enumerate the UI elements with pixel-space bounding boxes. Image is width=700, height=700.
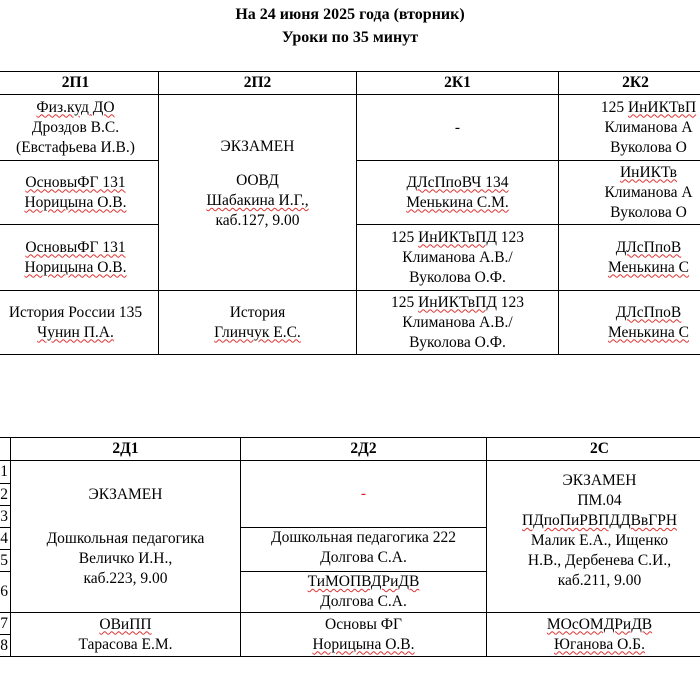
lesson-cell — [357, 161, 559, 225]
teacher: Менькина С.М. — [406, 193, 509, 211]
no-lesson: - — [454, 118, 461, 136]
lesson-cell — [559, 291, 700, 355]
table-row — [0, 95, 700, 161]
lesson-cell — [559, 161, 700, 225]
group-header-2k1: 2К1 — [357, 72, 559, 95]
no-lesson: - — [360, 485, 367, 502]
schedule-date-heading: На 24 июня 2025 года (вторник) — [235, 6, 465, 23]
lesson-cell — [357, 291, 559, 355]
subject: Основы ФГ — [325, 615, 402, 633]
exam-cell — [159, 95, 357, 291]
subject: ДЛсПпоВЧ 134 — [406, 173, 509, 191]
schedule-table-1 — [0, 71, 700, 355]
teacher: Климанова А — [604, 183, 693, 201]
exam-room-time: каб.223, 9.00 — [83, 570, 168, 587]
subject: ОВиПП — [99, 615, 152, 633]
exam-cell — [487, 461, 700, 613]
subject: ДЛсПпоВ — [615, 238, 682, 256]
subject: Дошкольная педагогика 222 — [271, 529, 456, 546]
subject: 125 ИнИКТвПД 123 — [390, 293, 525, 311]
lesson-cell — [241, 572, 487, 613]
lesson-number: 7 — [0, 613, 11, 635]
subject: 125 ИнИКТвП — [600, 98, 697, 116]
group-header-2d2: 2Д2 — [241, 438, 487, 461]
subject: ОсновыФГ 131 — [25, 238, 126, 256]
header-row — [0, 438, 700, 461]
teacher-alt: Вуколова О.Ф. — [409, 268, 506, 286]
teacher: Норицына О.В. — [24, 193, 127, 211]
teacher: Чунин П.А. — [37, 323, 114, 341]
teacher: Климанова А — [604, 118, 693, 136]
teacher: Долгова С.А. — [320, 593, 407, 610]
teacher-alt: Вуколова О.Ф. — [409, 333, 506, 351]
lesson-number: 3 — [0, 506, 11, 528]
teacher-alt: (Евстафьева И.В.) — [16, 138, 135, 156]
teacher: Менькина С — [607, 323, 690, 341]
teacher: Климанова А.В./ — [402, 248, 513, 266]
subject: МОсОМДРиДВ — [546, 615, 653, 633]
lesson-cell — [0, 291, 159, 355]
lesson-cell — [559, 225, 700, 291]
lesson-cell — [0, 225, 159, 291]
table-row — [0, 461, 700, 484]
teacher-alt: Вуколова О — [610, 138, 687, 156]
exam-label: ЭКЗАМЕН — [562, 472, 637, 489]
lesson-number: 5 — [0, 550, 11, 572]
exam-subject: Дошкольная педагогика — [46, 530, 205, 547]
lesson-cell — [11, 613, 241, 657]
group-header-2d1: 2Д1 — [11, 438, 241, 461]
group-header-2k2: 2К2 — [559, 72, 700, 95]
teacher: Норицына О.В. — [24, 258, 127, 276]
lesson-number: 2 — [0, 484, 11, 506]
teacher: Долгова С.А. — [320, 549, 407, 566]
table-row — [0, 291, 700, 355]
subject: ДЛсПпоВ — [615, 303, 682, 321]
lesson-cell — [487, 613, 700, 657]
teacher: Юганова О.Б. — [554, 635, 645, 653]
exam-room-time: каб.211, 9.00 — [557, 572, 642, 589]
exam-label: ЭКЗАМЕН — [88, 486, 163, 503]
schedule-table-2 — [0, 437, 700, 657]
teacher: Тарасова Е.М. — [78, 635, 173, 653]
group-header-2s: 2С — [487, 438, 700, 461]
lesson-cell — [241, 528, 487, 572]
subject: ТиМОПВДРиДВ — [307, 573, 420, 590]
group-header-2p1: 2П1 — [0, 72, 159, 95]
subject: История России 135 — [8, 303, 143, 321]
lesson-number: 6 — [0, 572, 11, 613]
exam-subject: ООВД — [236, 172, 279, 189]
header-row — [0, 72, 700, 95]
lesson-cell — [357, 95, 559, 161]
lesson-number: 1 — [0, 461, 11, 484]
teacher: Менькина С — [607, 258, 690, 276]
exam-label: ЭКЗАМЕН — [220, 138, 295, 155]
lesson-number: 4 — [0, 528, 11, 550]
lesson-cell — [241, 613, 487, 657]
exam-teacher: Величко И.Н., — [78, 550, 173, 567]
subject: Физ.куд ДО — [36, 98, 115, 116]
subject: ОсновыФГ 131 — [25, 173, 126, 191]
teacher: Климанова А.В./ — [402, 313, 513, 331]
exam-module: ПМ.04 — [577, 492, 622, 509]
group-header-2p2: 2П2 — [159, 72, 357, 95]
exam-subject: ПДпоПиРВПДДВвГРН — [521, 512, 678, 529]
subject: 125 ИнИКТвПД 123 — [390, 228, 525, 246]
corner-cell — [0, 438, 11, 461]
teacher: Норицына О.В. — [312, 635, 415, 653]
exam-cell — [11, 461, 241, 613]
lesson-duration-heading: Уроки по 35 минут — [281, 29, 419, 46]
lesson-cell — [0, 161, 159, 225]
exam-teachers-cont: Н.В., Дербенева С.И., — [527, 552, 672, 569]
exam-teacher: Шабакина И.Г., — [206, 192, 309, 209]
lesson-cell — [559, 95, 700, 161]
lesson-cell — [241, 461, 487, 528]
teacher: Глинчук Е.С. — [214, 323, 301, 341]
lesson-cell — [0, 95, 159, 161]
teacher: Дроздов В.С. — [31, 118, 120, 136]
lesson-cell — [159, 291, 357, 355]
lesson-cell — [357, 225, 559, 291]
exam-room-time: каб.127, 9.00 — [215, 212, 300, 229]
exam-teachers: Малик Е.А., Ищенко — [530, 532, 669, 549]
subject: ИнИКТв — [619, 163, 678, 181]
lesson-number: 8 — [0, 635, 11, 657]
teacher-alt: Вуколова О — [610, 203, 687, 221]
table-row — [0, 613, 700, 635]
subject: История — [229, 303, 286, 321]
